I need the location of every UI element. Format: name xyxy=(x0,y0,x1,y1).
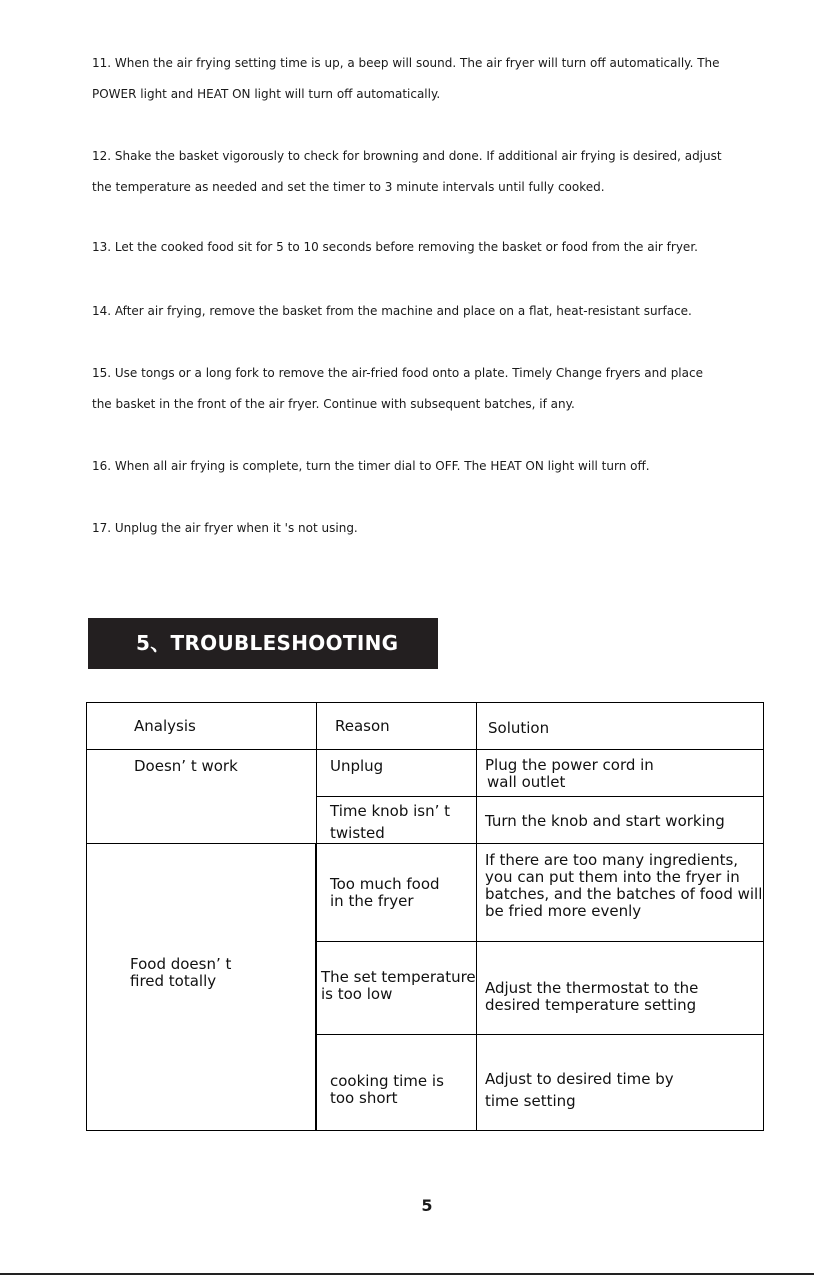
cell-line: in the fryer xyxy=(330,892,414,910)
step-line: 15. Use tongs or a long fork to remove the air-fried food onto a plate. Timely Change fryers and place xyxy=(92,366,703,380)
table-border-bottom xyxy=(86,1130,764,1131)
header-reason: Reason xyxy=(335,717,390,735)
cell-line: Time knob isn’ t xyxy=(330,802,451,820)
cell-line: be fried more evenly xyxy=(485,902,642,920)
step-line: the basket in the front of the air fryer. Continue with subsequent batches, if any. xyxy=(92,397,575,411)
cell-line: you can put them into the fryer in xyxy=(485,868,740,886)
cell-line: Unplug xyxy=(330,757,384,775)
row-divider xyxy=(316,796,764,797)
cell-line: Doesn’ t work xyxy=(134,757,238,775)
solution-adjust-thermostat xyxy=(485,980,698,1014)
reason-knob-not-twisted xyxy=(330,800,450,844)
step-11 xyxy=(92,48,772,110)
step-15 xyxy=(92,358,772,420)
section-heading-box xyxy=(88,618,438,669)
step-line: 13. Let the cooked food sit for 5 to 10 seconds before removing the basket or food from the air fryer. xyxy=(92,240,698,254)
cell-line: Plug the power cord in xyxy=(485,756,654,774)
step-line: 11. When the air frying setting time is up, a beep will sound. The air fryer will turn off automatically. The xyxy=(92,56,720,70)
cell-line: Turn the knob and start working xyxy=(485,812,725,830)
solution-plug-cord xyxy=(485,757,654,791)
cell-line: desired temperature setting xyxy=(485,996,697,1014)
cell-line: fired totally xyxy=(130,972,217,990)
cell-line: Too much food xyxy=(330,875,440,893)
step-line: 14. After air frying, remove the basket from the machine and place on a flat, heat-resistant surface. xyxy=(92,304,692,318)
section-heading: 5、TROUBLESHOOTING xyxy=(136,631,399,655)
cell-line: too short xyxy=(330,1089,398,1107)
cell-line: cooking time is xyxy=(330,1072,444,1090)
step-line: the temperature as needed and set the timer to 3 minute intervals until fully cooked. xyxy=(92,180,605,194)
solution-adjust-time xyxy=(485,1068,674,1112)
step-14 xyxy=(92,296,772,327)
cell-line: The set temperature xyxy=(321,968,476,986)
reason-temp-too-low xyxy=(321,969,476,1003)
cell-line: Adjust to desired time by xyxy=(485,1070,674,1088)
page-number: 5 xyxy=(421,1196,433,1215)
column-divider xyxy=(476,702,477,1131)
header-solution: Solution xyxy=(488,719,550,737)
cell-line: twisted xyxy=(330,824,385,842)
analysis-food-not-fried xyxy=(130,956,231,990)
table-border-left xyxy=(86,702,87,1131)
table-border-top xyxy=(86,702,764,703)
step-line: 16. When all air frying is complete, turn the timer dial to OFF. The HEAT ON light will turn off. xyxy=(92,459,650,473)
step-13 xyxy=(92,232,772,263)
cell-line: If there are too many ingredients, xyxy=(485,851,739,869)
bottom-rule xyxy=(0,1273,814,1275)
analysis-doesnt-work xyxy=(134,758,238,775)
step-16 xyxy=(92,451,772,482)
cell-line: batches, and the batches of food will xyxy=(485,885,763,903)
troubleshooting-table xyxy=(86,702,764,1131)
table-header-divider xyxy=(86,749,764,750)
row-divider xyxy=(316,1034,764,1035)
cell-line: time setting xyxy=(485,1092,576,1110)
reason-too-much-food xyxy=(330,876,440,910)
step-12 xyxy=(92,141,772,203)
header-analysis: Analysis xyxy=(134,717,196,735)
solution-batches xyxy=(485,852,762,920)
step-line: POWER light and HEAT ON light will turn off automatically. xyxy=(92,87,441,101)
table-border-right xyxy=(763,702,764,1131)
cell-line: is too low xyxy=(321,985,393,1003)
solution-turn-knob xyxy=(485,813,725,830)
cell-line: Food doesn’ t xyxy=(130,955,232,973)
row-divider xyxy=(316,941,764,942)
step-line: 17. Unplug the air fryer when it 's not using. xyxy=(92,521,358,535)
step-line: 12. Shake the basket vigorously to check for browning and done. If additional air frying is desired, adjust xyxy=(92,149,722,163)
cell-line: wall outlet xyxy=(487,773,566,791)
step-17 xyxy=(92,513,772,544)
column-divider xyxy=(315,843,317,1131)
reason-unplug xyxy=(330,758,383,775)
reason-time-too-short xyxy=(330,1073,444,1107)
column-divider xyxy=(316,702,317,843)
cell-line: Adjust the thermostat to the xyxy=(485,979,699,997)
